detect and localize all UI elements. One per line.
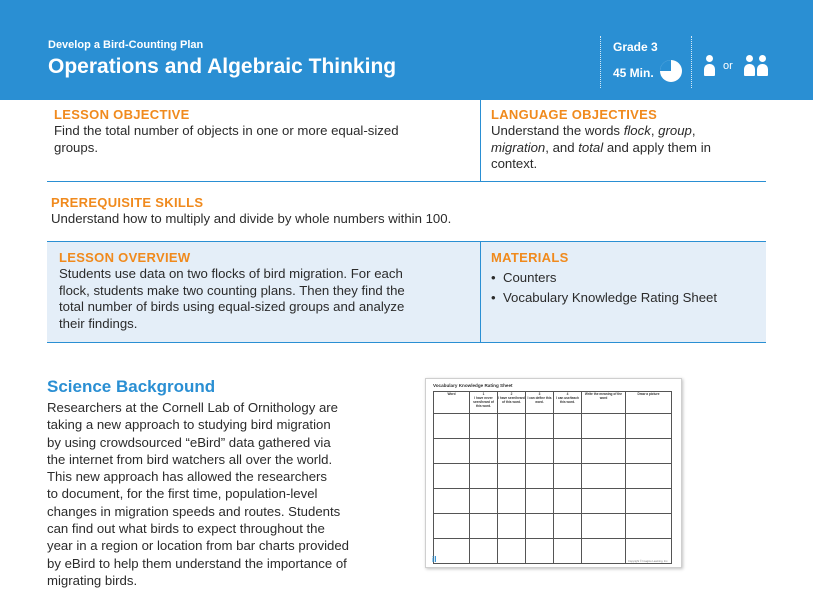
publisher-logo: il [432,555,437,564]
section-divider [47,241,766,242]
header-divider [691,36,692,88]
sheet-col-header: 2 I have seen/heard of this word. [498,392,526,414]
sheet-title: Vocabulary Knowledge Rating Sheet [433,383,513,388]
sheet-row [434,514,672,539]
section-divider [47,181,766,182]
rating-sheet-table [433,391,672,564]
header-divider [600,36,601,88]
sheet-row [434,439,672,464]
lesson-objective-title: LESSON OBJECTIVE [54,107,190,122]
lesson-overview-text: Students use data on two flocks of bird migration. For each flock, students make two counting plans. Then they find the total number of birds using equal-sized groups and analyze their findings. [59,266,405,331]
materials-title: MATERIALS [491,250,569,265]
lesson-title: Operations and Algebraic Thinking [48,55,397,78]
column-divider [480,100,481,181]
clock-icon [660,60,682,82]
science-background-title: Science Background [47,377,216,396]
sheet-col-header: Word [434,392,470,414]
section-divider [47,342,766,343]
materials-item: • Counters [491,270,557,285]
science-background-text: Researchers at the Cornell Lab of Ornithology are taking a new approach to studying bird migration by using crowdsourced “eBird” data gathered via the internet from bird watchers all over the world. This new approach has allowed the researchers to document, for the first time, population-level changes in migration speeds and routes. Students can find out what birds to expect throughout the year in a region or location from bar charts provided by eBird to help them understand the importance of migrating birds. [47,400,349,588]
language-objectives-text: Understand the words flock, group, migration, and total and apply them in context. [491,123,711,171]
grade-label: Grade 3 [613,40,658,54]
prerequisite-skills-text: Understand how to multiply and divide by whole numbers within 100. [51,211,452,226]
sheet-col-header: 3 I can define this word. [526,392,554,414]
materials-item: • Vocabulary Knowledge Rating Sheet [491,290,718,305]
sheet-credit: Copyright © Imagine Learning, Inc. [628,560,669,563]
sheet-col-header: 1 I have never seen/heard of this word. [470,392,498,414]
column-divider [480,242,481,342]
lesson-kicker: Develop a Bird-Counting Plan [48,39,204,51]
sheet-col-header: 4 I can use/teach this word. [554,392,582,414]
lesson-header [0,0,813,100]
sheet-row [434,464,672,489]
duration-label: 45 Min. [613,66,654,80]
or-label: or [723,60,733,72]
sheet-col-header: Draw a picture [626,392,672,414]
vocabulary-rating-sheet-thumbnail [425,378,682,568]
prerequisite-skills-title: PREREQUISITE SKILLS [51,195,204,210]
lesson-overview-title: LESSON OVERVIEW [59,250,191,265]
sheet-col-header: Write the meaning of the word [582,392,626,414]
sheet-row [434,489,672,514]
language-objectives-title: LANGUAGE OBJECTIVES [491,107,658,122]
lesson-objective-text: Find the total number of objects in one or more equal-sized groups. [54,123,399,155]
sheet-row [434,414,672,439]
